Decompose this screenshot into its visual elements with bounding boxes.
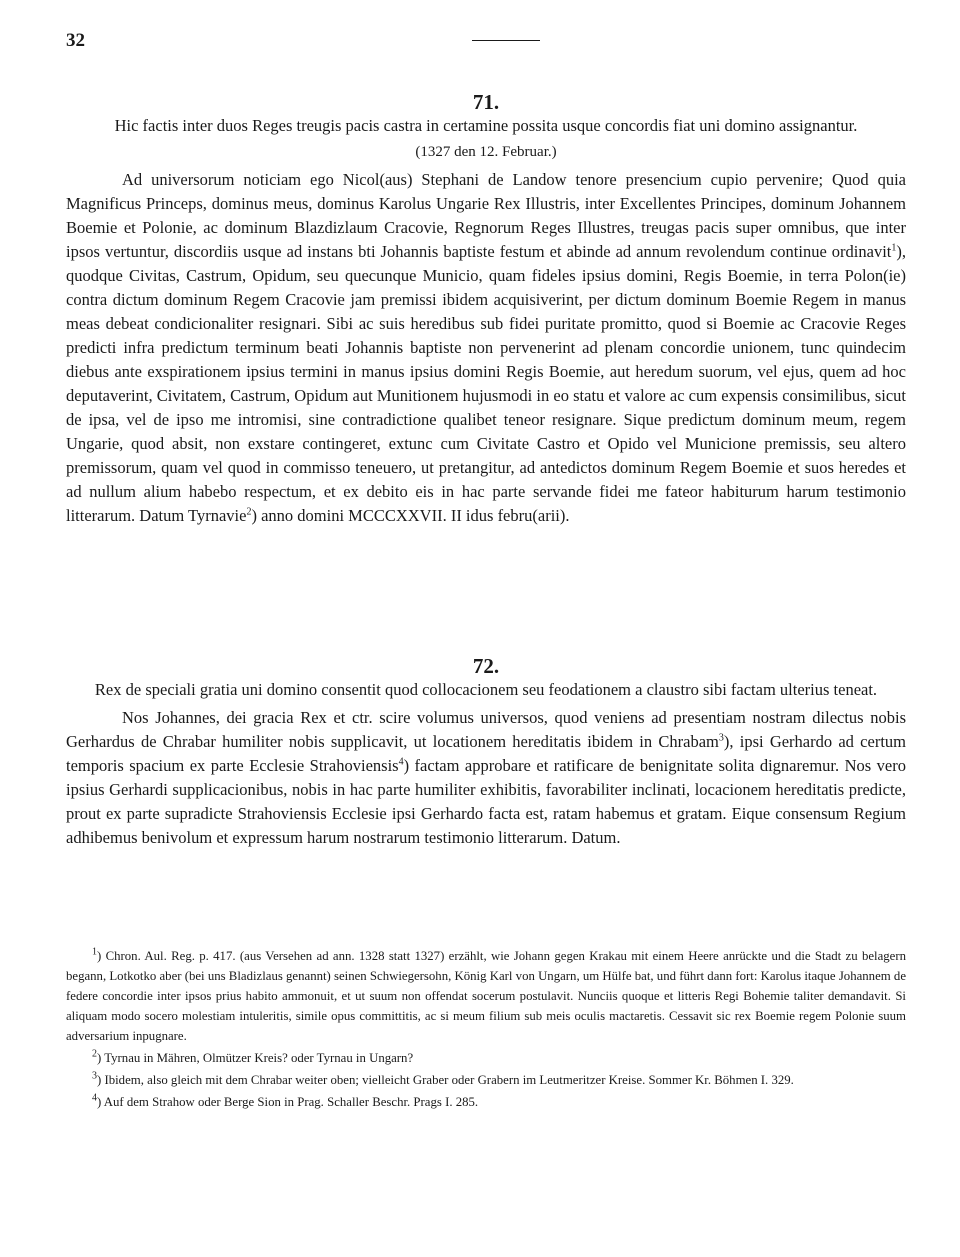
footnote-mark: 1 bbox=[92, 946, 97, 958]
footnote-4 bbox=[66, 1092, 906, 1112]
footnote-reference: 2 bbox=[246, 506, 252, 518]
footnote-mark: 3 bbox=[92, 1070, 97, 1082]
footnote-text: ) Chron. Aul. Reg. p. 417. (aus Versehen ad ann. 1328 statt 1327) erzählt, wie Johann gegen Krakau mit einem Heere anrückte und die Stadt zu belagern begann, Lotkotko aber (bei uns Bladizlaus genannt) seinen Schwiegersohn, König Karl von Ungarn, um Hülfe bat, und führt dann fort: Karolus itaque Johannem de federe concordie inter ipsos prius habito ammonuit, et ut suum non offendat socerum postulavit. Nunciis quoque et litteris Regi Bohemie taliter demandavit. Si aliquam modo socero molestiam intuleritis, simile opus committitis, ac si meum filium sub meis oculis mactaretis. Cessavit sic rex Boemie regem Polonie suum adversarium inpugnare. bbox=[66, 949, 906, 1043]
footnote-2 bbox=[66, 1048, 906, 1068]
document-regest: Hic factis inter duos Reges treugis pacis castra in certamine possita usque concordis fiat uni domino assignantur. bbox=[114, 116, 858, 135]
document-body bbox=[66, 706, 906, 850]
footnote-mark: 2 bbox=[92, 1048, 97, 1060]
document-date: (1327 den 12. Februar.) bbox=[415, 144, 557, 160]
body-text-segment: ) anno domini MCCCXXVII. II idus febru(arii). bbox=[251, 506, 570, 525]
footnote-text: ) Ibidem, also gleich mit dem Chrabar weiter oben; vielleicht Graber oder Grabern im Leutmeritzer Kreise. Sommer Kr. Böhmen I. 329. bbox=[97, 1073, 794, 1087]
footnote-reference: 3 bbox=[718, 732, 724, 744]
document-71 bbox=[66, 90, 906, 528]
footnote-text: ) Auf dem Strahow oder Berge Sion in Prag. Schaller Beschr. Prags I. 285. bbox=[97, 1095, 479, 1109]
footnote-reference: 4 bbox=[398, 756, 404, 768]
body-text-segment: Nos Johannes, dei gracia Rex et ctr. scire volumus universos, quod veniens ad presentiam nostram dilectus nobis Gerhardus de Chrabar humiliter nobis supplicavit, ut locationem hereditatis ibidem in Chrabam bbox=[66, 708, 906, 751]
page-number: 32 bbox=[66, 30, 85, 51]
footnote-mark: 4 bbox=[92, 1092, 97, 1104]
document-72 bbox=[66, 654, 906, 850]
footnotes bbox=[66, 946, 906, 1114]
footnote-reference: 1 bbox=[891, 242, 897, 254]
document-number: 72. bbox=[472, 654, 500, 678]
header-rule bbox=[472, 40, 540, 41]
footnote-3 bbox=[66, 1070, 906, 1090]
document-number: 71. bbox=[472, 90, 500, 114]
document-regest: Rex de speciali gratia uni domino consentit quod collocacionem seu feodationem a claustro sibi factam ulterius teneat. bbox=[94, 680, 878, 699]
body-text-segment: ) factam approbare et ratificare de benignitate solita dignaremur. Nos vero ipsius Gerhardi supplicacionibus, nobis in hac parte humiliter exhibitis, favorabiliter inclinati, locacionem hereditatis predicte, prout ex parte supradicte Strahoviensis Ecclesie ipsi Gerhardo facta est, ratam habemus et gratam. Eique consensum Regium adhibemus benivolum et expressum harum nostrarum testimonio litterarum. Datum. bbox=[66, 756, 906, 847]
body-text-segment: Ad universorum noticiam ego Nicol(aus) Stephani de Landow tenore presencium cupio pervenire; Quod quia Magnificus Princeps, dominus meus, dominus Karolus Ungarie Rex Illustris, inter Excellentes Principes, dominum Johannem Boemie et Polonie, ac dominum Blazdizlaum Cracovie, Regnorum Reges Illustres, treugas pacis super omnibus, que inter ipsos vertuntur, discordiis usque ad instans bti Johannis baptiste festum et abinde ad annum revolendum continue ordinavit bbox=[66, 170, 906, 261]
body-text-segment: ), ipsi Gerhardo ad certum temporis spacium ex parte Ecclesie Strahoviensis bbox=[66, 732, 906, 775]
document-body bbox=[66, 168, 906, 528]
footnote-1 bbox=[66, 946, 906, 1046]
body-text-segment: ), quodque Civitas, Castrum, Opidum, seu quecunque Municio, quam fideles ipsius domini, Regis Boemie, in terra Polon(ie) contra dictum dominum Regem Cracovie jam premissi ibidem acquisiverint, per dictum dominum Boemie Regem in manus meas debeat condicionaliter resignari. Sibi ac suis heredibus sub fidei puritate promitto, quod si Boemie ac Cracovie Reges predicti infra predictum terminum beati Johannis baptiste non pervenerint ad plenam concordie unionem, tunc quindecim diebus ante exspirationem ipsius termini in manus ipsius domini Regis Boemie, aut heredum suorum, vel ejus, quem ad hoc deputaverint, Civitatem, Castrum, Opidum aut Munitionem hujusmodi in eo statu et valore ac cum expensis consimilibus, sicut de ipsa, vel de ipso me intromisi, sine contradictione qualibet teneor resignare. Sique predictum dominum meum, regem Ungarie, quod absit, non exstare contingeret, extunc cum Civitate Castro et Opido vel Municione premissis, seu altero premissorum, quam vel quod in commisso teneuero, ut pretangitur, ad antedictos dominum Regem Boemie et suos heredes et ad nullum alium habebo respectum, et ex debito eis in hac parte servande fidei me fateor habiturum harum testimonio litterarum. Datum Tyrnavie bbox=[66, 242, 906, 525]
footnote-text: ) Tyrnau in Mähren, Olmützer Kreis? oder Tyrnau in Ungarn? bbox=[97, 1051, 414, 1065]
